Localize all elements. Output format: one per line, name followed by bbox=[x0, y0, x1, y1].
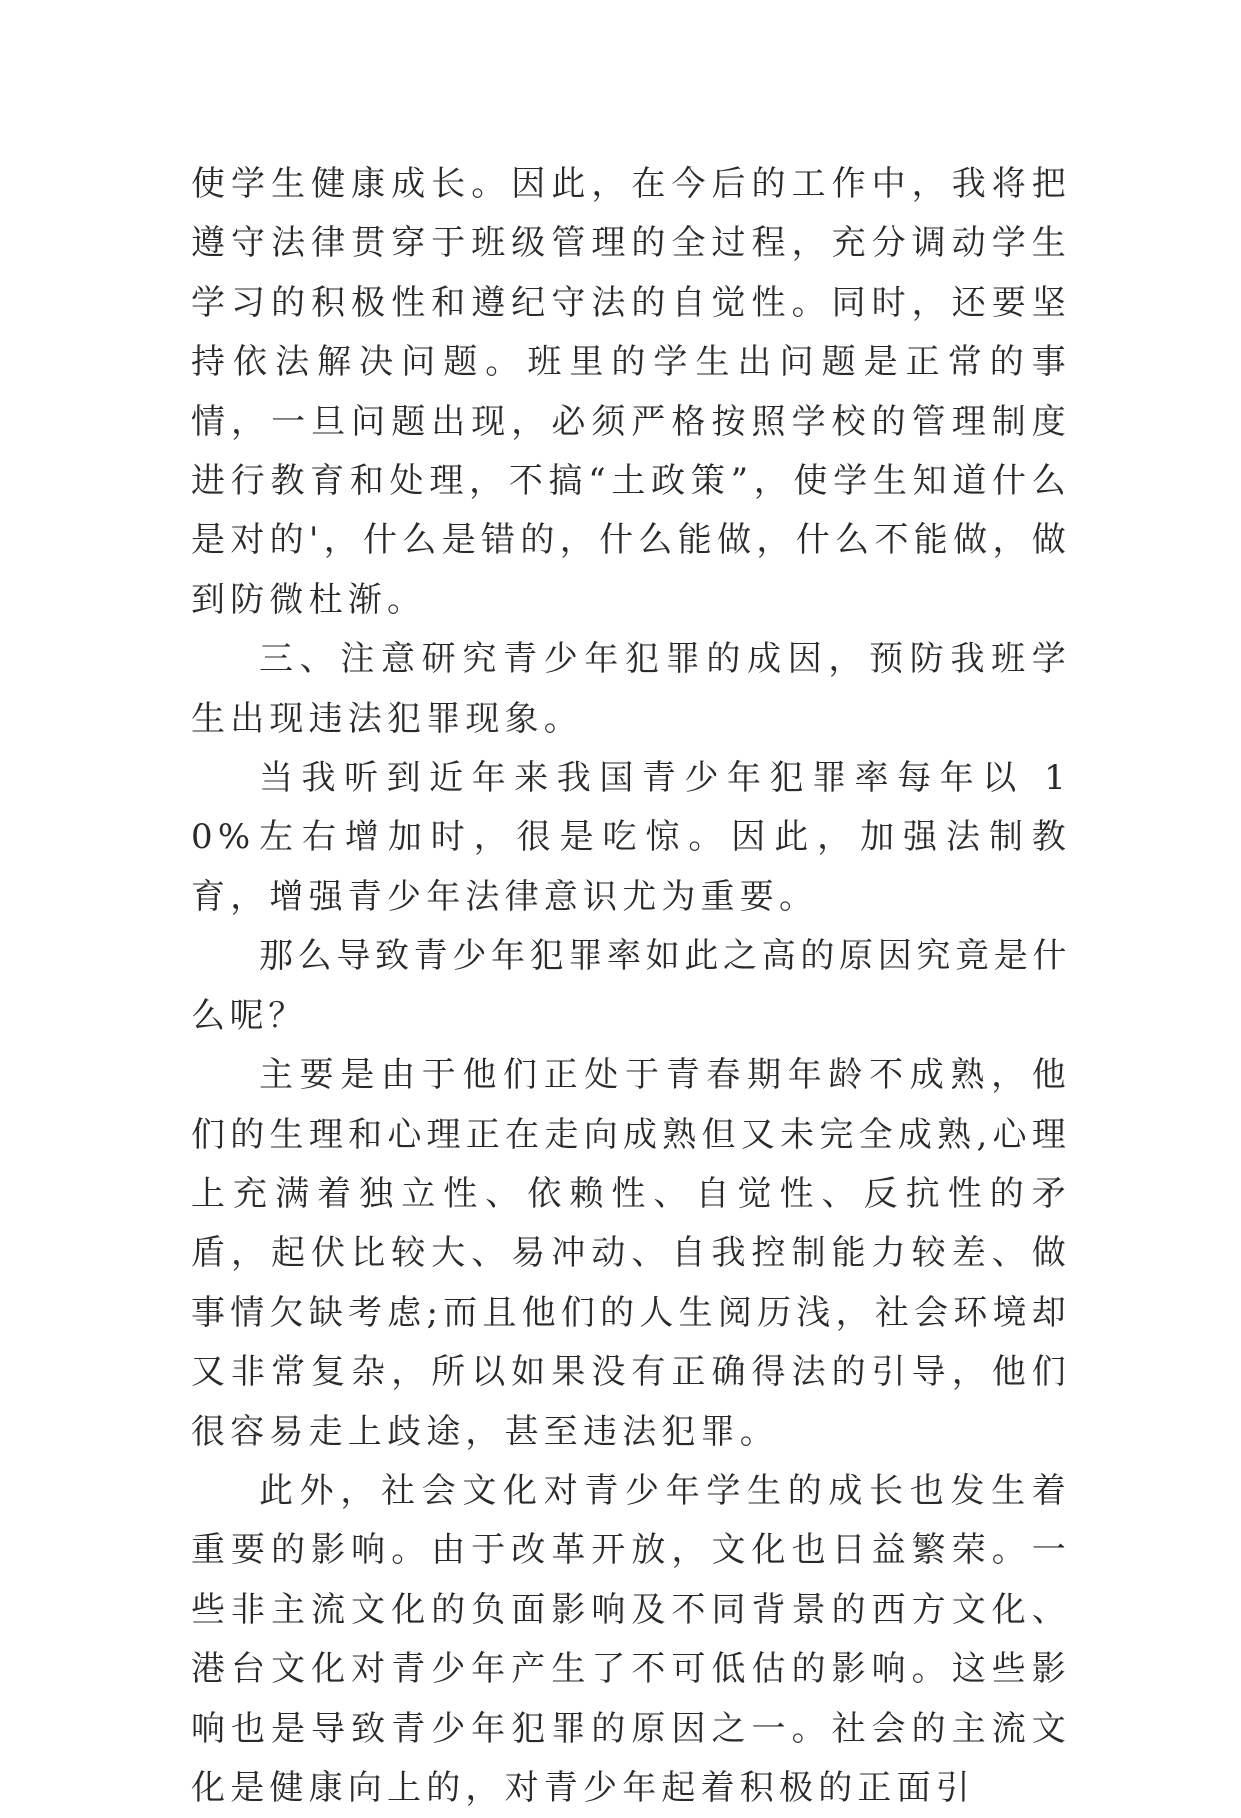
paragraph-6: 此外，社会文化对青少年学生的成长也发生着重要的影响。由于改革开放，文化也日益繁荣。一些非主流文化的负面影响及不同背景的西方文化、港台文化对青少年产生了不可低估的影响。这些影响也是导致青少年犯罪的原因之一。社会的主流文化是健康向上的，对青少年起着积极的正面引 bbox=[191, 1470, 1071, 1808]
paragraph-2-section-heading: 三、注意研究青少年犯罪的成因，预防我班学生出现违法犯罪现象。 bbox=[191, 639, 1071, 739]
paragraph-3: 当我听到近年来我国青少年犯罪率每年以 10%左右增加时，很是吃惊。因此，加强法制教育，增强青少年法律意识尤为重要。 bbox=[191, 758, 1071, 917]
document-page bbox=[191, 155, 1071, 1818]
paragraph-1: 使学生健康成长。因此，在今后的工作中，我将把遵守法律贯穿于班级管理的全过程，充分调动学生学习的积极性和遵纪守法的自觉性。同时，还要坚持依法解决问题。班里的学生出问题是正常的事情，一旦问题出现，必须严格按照学校的管理制度进行教育和处理，不搞“土政策”，使学生知道什么是对的'，什么是错的，什么能做，什么不能做，做到防微杜渐。 bbox=[191, 164, 1071, 620]
paragraph-5: 主要是由于他们正处于青春期年龄不成熟，他们的生理和心理正在走向成熟但又未完全成熟,心理上充满着独立性、依赖性、自觉性、反抗性的矛盾，起伏比较大、易冲动、自我控制能力较差、做事情欠缺考虑;而且他们的人生阅历浅，社会环境却又非常复杂，所以如果没有正确得法的引导，他们很容易走上歧途，甚至违法犯罪。 bbox=[191, 1055, 1071, 1452]
paragraph-4: 那么导致青少年犯罪率如此之高的原因究竟是什么呢？ bbox=[191, 936, 1071, 1036]
